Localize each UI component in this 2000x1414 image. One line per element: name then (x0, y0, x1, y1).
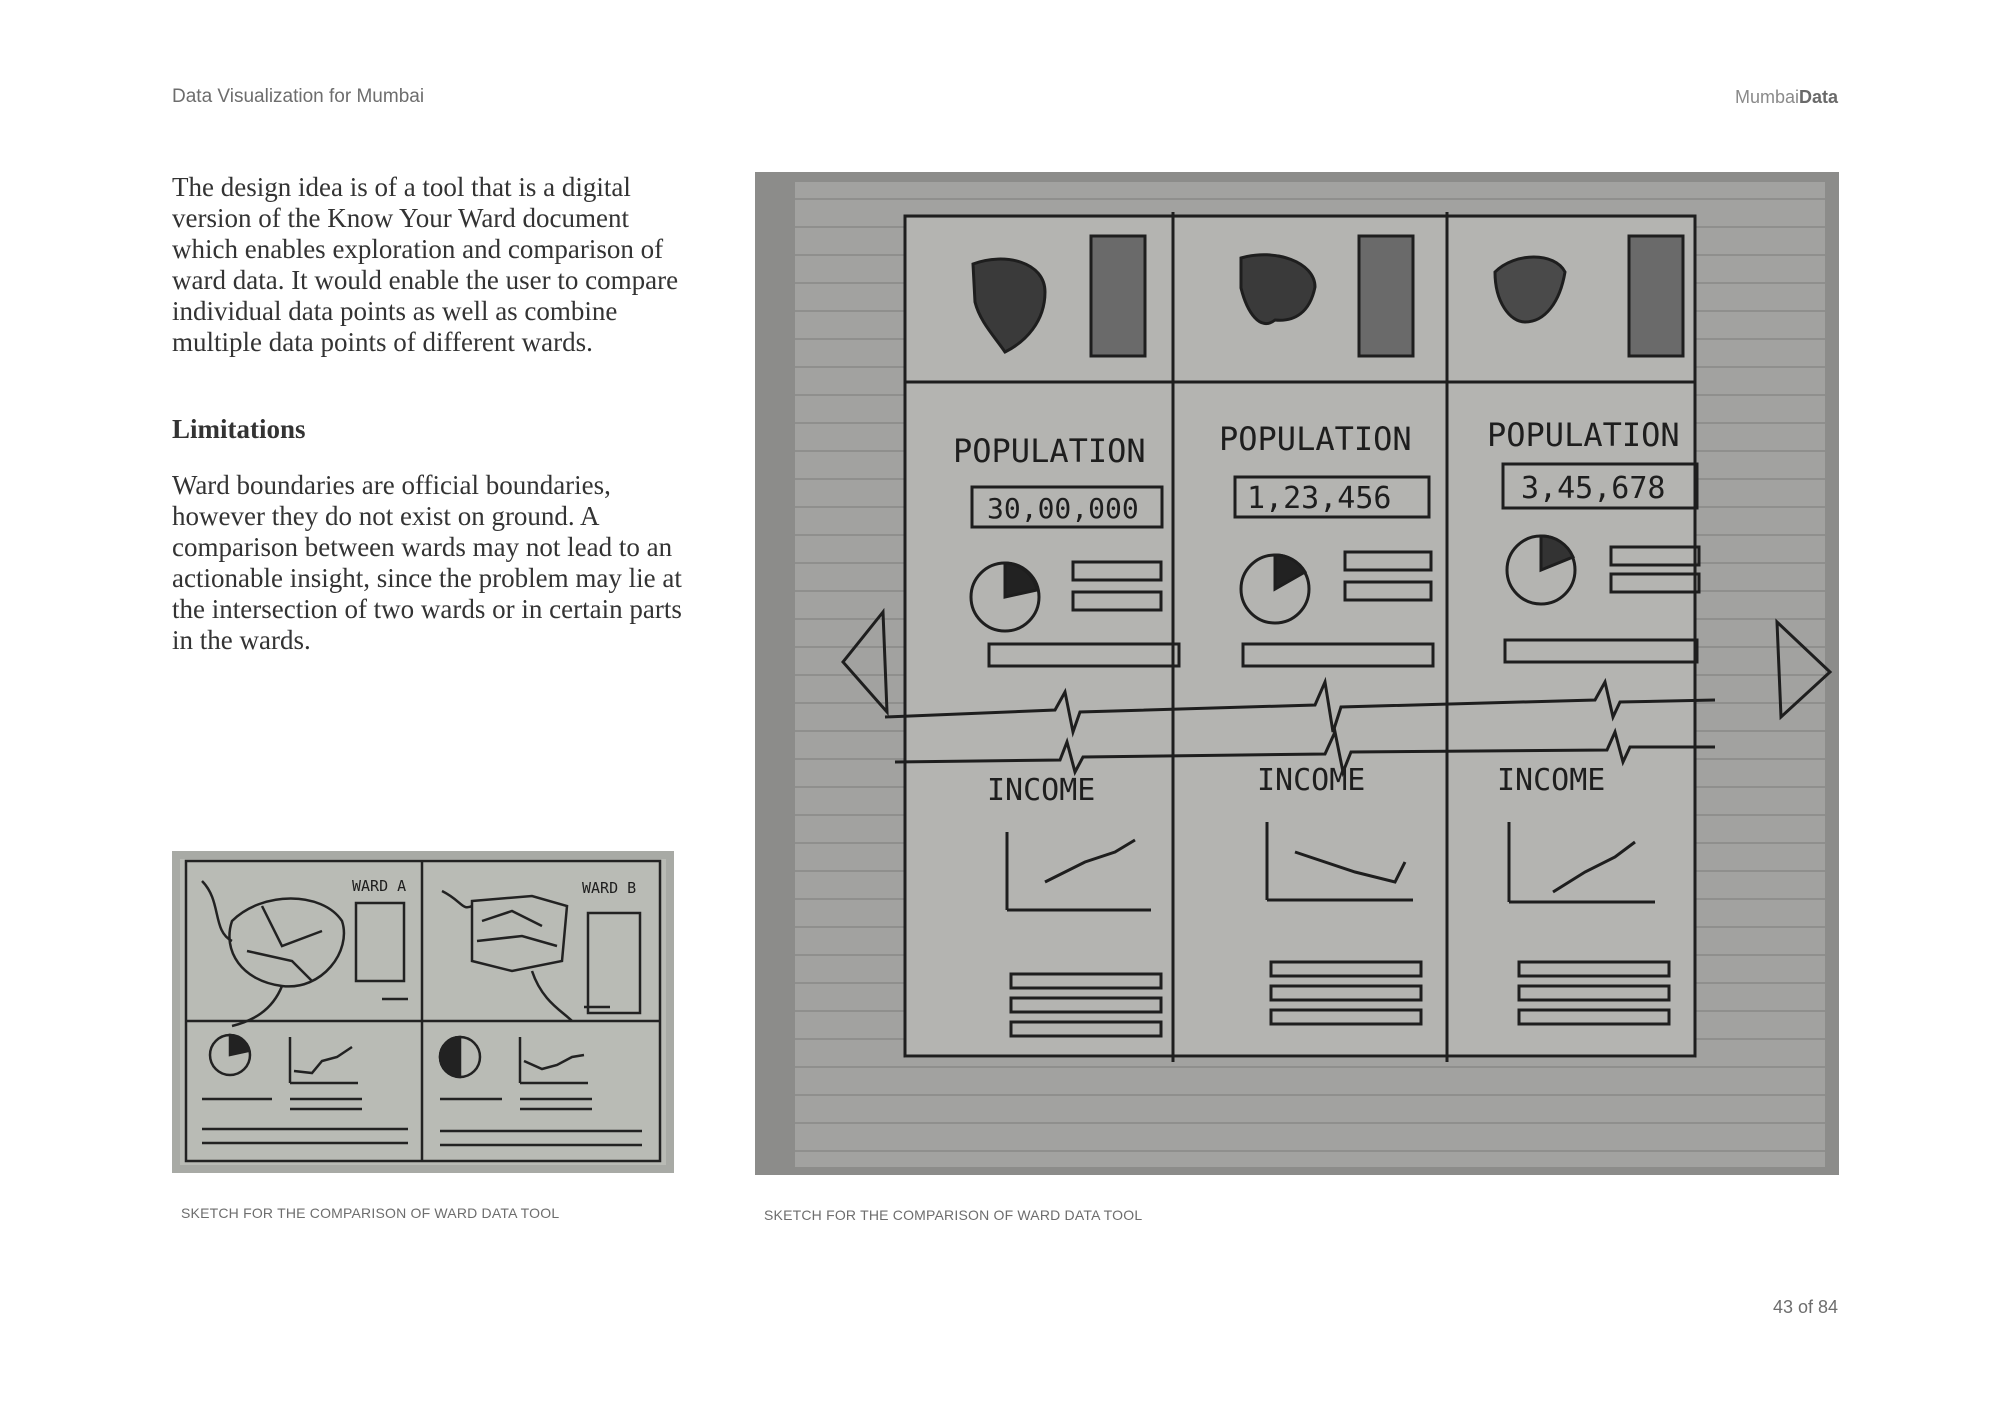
col3-income-label: INCOME (1497, 763, 1606, 798)
limitations-paragraph: Ward boundaries are official boundaries, however they do not exist on ground. A comparison between wards may not lead to an actionable insight, since the problem may lie at the intersection of two wards or in certain parts in the wards. (172, 470, 682, 655)
small-sketch-caption: SKETCH FOR THE COMPARISON OF WARD DATA TOOL (181, 1205, 560, 1221)
brand-logo (1735, 87, 1838, 108)
document-title: Data Visualization for Mumbai (172, 86, 425, 107)
large-sketch-caption: SKETCH FOR THE COMPARISON OF WARD DATA TOOL (764, 1207, 1143, 1223)
col3-population-label: POPULATION (1487, 416, 1680, 454)
small-sketch-drawing (172, 851, 674, 1173)
ward-comparison-sketch-small (172, 851, 674, 1173)
ward-b-label: WARD B (582, 879, 637, 897)
col3-population-value: 3,45,678 (1521, 471, 1666, 506)
ward-a-label: WARD A (352, 877, 407, 895)
page-number: 43 of 84 (1772, 1297, 1838, 1317)
col1-population-value: 30,00,000 (987, 492, 1139, 525)
limitations-heading: Limitations (172, 414, 306, 444)
col1-income-label: INCOME (987, 773, 1096, 808)
ward-comparison-sketch-large (755, 172, 1839, 1175)
col2-income-label: INCOME (1257, 763, 1366, 798)
col1-population-label: POPULATION (953, 432, 1146, 470)
large-sketch-drawing (755, 172, 1839, 1175)
col2-population-label: POPULATION (1219, 420, 1412, 458)
brand-bold: Data (1798, 87, 1838, 107)
design-idea-paragraph: The design idea is of a tool that is a digital version of the Know Your Ward document which enables exploration and comparison of ward data. It would enable the user to compare individual data points as well as combine multiple data points of different wards. (172, 172, 679, 357)
col2-population-value: 1,23,456 (1247, 481, 1392, 516)
brand-regular: Mumbai (1734, 87, 1799, 107)
